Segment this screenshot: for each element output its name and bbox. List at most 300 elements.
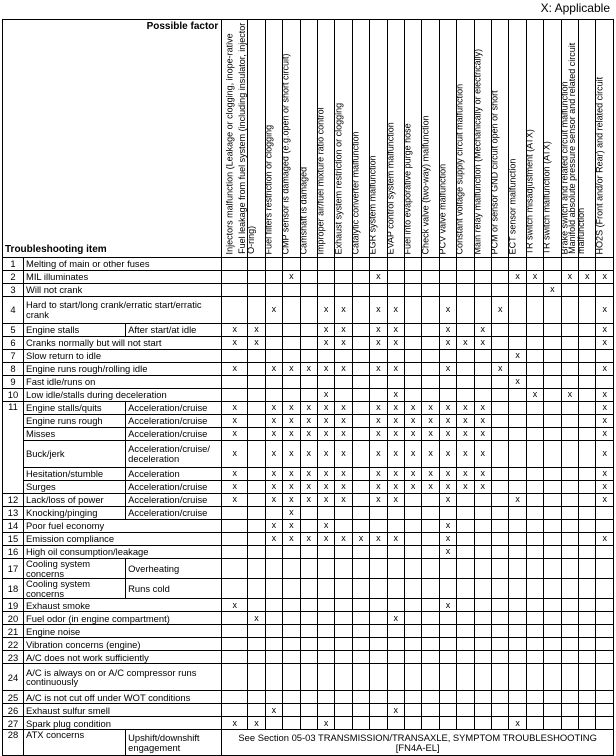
factor-cell bbox=[492, 599, 509, 612]
condition-label: Acceleration bbox=[126, 468, 222, 481]
factor-cell bbox=[579, 651, 596, 664]
applicable-mark: x bbox=[283, 481, 300, 494]
factor-cell bbox=[492, 376, 509, 389]
factor-cell bbox=[492, 389, 509, 402]
factor-cell bbox=[579, 494, 596, 507]
factor-cell bbox=[222, 507, 248, 520]
factor-cell bbox=[457, 533, 474, 546]
factor-cell bbox=[335, 691, 352, 704]
applicable-mark: x bbox=[283, 441, 300, 468]
applicable-mark: x bbox=[544, 284, 561, 297]
factor-cell bbox=[387, 599, 404, 612]
applicable-mark: x bbox=[283, 428, 300, 441]
factor-cell bbox=[474, 258, 491, 271]
factor-label: Fuel leakage from fuel system (including insulator, injector O-ring) bbox=[236, 22, 257, 254]
factor-cell bbox=[387, 638, 404, 651]
factor-cell bbox=[317, 284, 334, 297]
factor-cell bbox=[561, 691, 578, 704]
factor-cell bbox=[457, 507, 474, 520]
item-label: Melting of main or other fuses bbox=[24, 258, 222, 271]
factor-cell bbox=[422, 376, 439, 389]
factor-cell bbox=[300, 691, 317, 704]
table-row bbox=[3, 599, 614, 612]
factor-cell bbox=[265, 612, 282, 625]
factor-cell bbox=[579, 415, 596, 428]
applicable-mark: x bbox=[370, 402, 387, 415]
factor-cell bbox=[222, 559, 248, 579]
factor-cell bbox=[509, 415, 526, 428]
factor-cell bbox=[283, 297, 300, 324]
factor-cell bbox=[596, 546, 614, 559]
applicable-mark: x bbox=[474, 402, 491, 415]
factor-cell bbox=[457, 297, 474, 324]
factor-cell bbox=[283, 546, 300, 559]
factor-header bbox=[280, 20, 300, 258]
factor-cell bbox=[422, 717, 439, 730]
applicable-mark: x bbox=[300, 363, 317, 376]
factor-cell bbox=[509, 691, 526, 704]
factor-cell bbox=[457, 559, 474, 579]
factor-cell bbox=[526, 363, 543, 376]
factor-cell bbox=[526, 559, 543, 579]
applicable-mark: x bbox=[596, 402, 614, 415]
factor-cell bbox=[387, 258, 404, 271]
item-label: Cooling system concerns bbox=[24, 579, 126, 599]
factor-cell bbox=[352, 638, 369, 651]
applicable-mark: x bbox=[439, 324, 456, 337]
factor-cell bbox=[222, 258, 248, 271]
factor-cell bbox=[526, 481, 543, 494]
factor-cell bbox=[265, 507, 282, 520]
condition-label: Acceleration/cruise bbox=[126, 428, 222, 441]
factor-cell bbox=[544, 651, 561, 664]
factor-cell bbox=[579, 507, 596, 520]
factor-cell bbox=[439, 559, 456, 579]
factor-cell bbox=[422, 363, 439, 376]
row-number: 2 bbox=[3, 271, 24, 284]
factor-cell bbox=[300, 546, 317, 559]
factor-cell bbox=[370, 376, 387, 389]
factor-cell bbox=[317, 704, 334, 717]
applicable-mark: x bbox=[283, 507, 300, 520]
applicable-mark: x bbox=[222, 337, 248, 350]
factor-cell bbox=[492, 441, 509, 468]
item-label: Engine runs rough bbox=[24, 415, 126, 428]
factor-cell bbox=[300, 337, 317, 350]
factor-cell bbox=[283, 664, 300, 691]
applicable-mark: x bbox=[335, 441, 352, 468]
factor-cell bbox=[352, 350, 369, 363]
item-label: A/C is always on or A/C compressor runs continuously bbox=[24, 664, 222, 691]
factor-cell bbox=[422, 664, 439, 691]
applicable-mark: x bbox=[387, 297, 404, 324]
factor-cell bbox=[404, 376, 421, 389]
factor-cell bbox=[335, 350, 352, 363]
factor-cell bbox=[300, 258, 317, 271]
factor-cell bbox=[561, 704, 578, 717]
table-row bbox=[3, 284, 614, 297]
applicable-mark: x bbox=[300, 468, 317, 481]
factor-cell bbox=[526, 612, 543, 625]
applicable-mark: x bbox=[265, 494, 282, 507]
factor-cell bbox=[283, 651, 300, 664]
factor-cell bbox=[422, 297, 439, 324]
row-number: 12 bbox=[3, 494, 24, 507]
factor-label: Fuel into evaporative purge hose bbox=[402, 122, 413, 254]
applicable-mark: x bbox=[370, 533, 387, 546]
applicable-mark: x bbox=[387, 481, 404, 494]
factor-cell bbox=[300, 579, 317, 599]
factor-cell bbox=[474, 389, 491, 402]
item-label: Lack/loss of power bbox=[24, 494, 126, 507]
applicable-mark: x bbox=[387, 389, 404, 402]
factor-cell bbox=[596, 376, 614, 389]
factor-cell bbox=[222, 651, 248, 664]
factor-label: TR switch misadjustment (ATX) bbox=[524, 128, 535, 254]
factor-cell bbox=[457, 691, 474, 704]
row-number: 7 bbox=[3, 350, 24, 363]
item-label: MIL illuminates bbox=[24, 271, 222, 284]
item-label: High oil consumption/leakage bbox=[24, 546, 222, 559]
factor-cell bbox=[509, 363, 526, 376]
factor-cell bbox=[579, 428, 596, 441]
factor-cell bbox=[439, 284, 456, 297]
factor-cell bbox=[422, 651, 439, 664]
factor-cell bbox=[265, 691, 282, 704]
factor-cell bbox=[352, 520, 369, 533]
factor-cell bbox=[509, 324, 526, 337]
applicable-mark: x bbox=[370, 324, 387, 337]
factor-cell bbox=[317, 579, 334, 599]
factor-cell bbox=[248, 533, 265, 546]
applicable-mark: x bbox=[222, 468, 248, 481]
applicable-mark: x bbox=[222, 494, 248, 507]
factor-cell bbox=[579, 599, 596, 612]
factor-cell bbox=[492, 651, 509, 664]
factor-cell bbox=[509, 546, 526, 559]
factor-cell bbox=[352, 271, 369, 284]
applicable-mark: x bbox=[596, 441, 614, 468]
row-number: 9 bbox=[3, 376, 24, 389]
applicable-mark: x bbox=[422, 468, 439, 481]
see-section-note: See Section 05-03 TRANSMISSION/TRANSAXLE, SYMPTOM TROUBLESHOOTING [FN4A-EL] bbox=[222, 730, 614, 756]
factor-cell bbox=[335, 389, 352, 402]
factor-cell bbox=[265, 258, 282, 271]
factor-cell bbox=[422, 271, 439, 284]
applicable-mark: x bbox=[439, 494, 456, 507]
factor-cell bbox=[561, 297, 578, 324]
factor-cell bbox=[561, 520, 578, 533]
factor-cell bbox=[457, 717, 474, 730]
factor-cell bbox=[387, 350, 404, 363]
factor-cell bbox=[526, 324, 543, 337]
applicable-mark: x bbox=[439, 481, 456, 494]
factor-cell bbox=[300, 376, 317, 389]
factor-cell bbox=[317, 559, 334, 579]
factor-cell bbox=[474, 271, 491, 284]
factor-cell bbox=[561, 638, 578, 651]
applicable-mark: x bbox=[283, 271, 300, 284]
applicable-mark: x bbox=[561, 389, 578, 402]
table-row bbox=[3, 350, 614, 363]
factor-cell bbox=[370, 559, 387, 579]
table-row bbox=[3, 297, 614, 324]
applicable-mark: x bbox=[579, 271, 596, 284]
factor-cell bbox=[265, 284, 282, 297]
factor-cell bbox=[283, 324, 300, 337]
applicable-mark: x bbox=[596, 481, 614, 494]
factor-cell bbox=[370, 258, 387, 271]
factor-cell bbox=[457, 664, 474, 691]
factor-cell bbox=[404, 350, 421, 363]
factor-cell bbox=[352, 337, 369, 350]
factor-cell bbox=[404, 651, 421, 664]
factor-cell bbox=[561, 494, 578, 507]
factor-cell bbox=[387, 691, 404, 704]
applicable-mark: x bbox=[265, 704, 282, 717]
factor-cell bbox=[404, 599, 421, 612]
applicable-mark: x bbox=[492, 297, 509, 324]
factor-cell bbox=[474, 533, 491, 546]
factor-cell bbox=[370, 625, 387, 638]
item-label: A/C does not work sufficiently bbox=[24, 651, 222, 664]
factor-cell bbox=[300, 599, 317, 612]
item-label: Engine stalls bbox=[24, 324, 126, 337]
applicable-mark: x bbox=[265, 441, 282, 468]
factor-cell bbox=[457, 494, 474, 507]
factor-cell bbox=[439, 691, 456, 704]
factor-cell bbox=[265, 717, 282, 730]
factor-cell bbox=[335, 546, 352, 559]
row-number: 11 bbox=[3, 402, 24, 494]
applicable-mark: x bbox=[300, 428, 317, 441]
applicable-mark: x bbox=[335, 363, 352, 376]
factor-cell bbox=[457, 389, 474, 402]
applicable-mark: x bbox=[596, 533, 614, 546]
factor-cell bbox=[596, 704, 614, 717]
row-number: 25 bbox=[3, 691, 24, 704]
factor-cell bbox=[283, 599, 300, 612]
factor-cell bbox=[404, 559, 421, 579]
factor-cell bbox=[352, 415, 369, 428]
factor-cell bbox=[579, 520, 596, 533]
applicable-mark: x bbox=[265, 520, 282, 533]
factor-cell bbox=[370, 579, 387, 599]
factor-cell bbox=[370, 704, 387, 717]
applicable-mark: x bbox=[439, 363, 456, 376]
factor-cell bbox=[352, 579, 369, 599]
applicable-mark: x bbox=[283, 415, 300, 428]
factor-cell bbox=[300, 507, 317, 520]
factor-cell bbox=[509, 559, 526, 579]
factor-cell bbox=[387, 559, 404, 579]
factor-cell bbox=[561, 599, 578, 612]
row-number: 18 bbox=[3, 579, 24, 599]
factor-cell bbox=[283, 389, 300, 402]
table-row bbox=[3, 258, 614, 271]
item-label: Knocking/pinging bbox=[24, 507, 126, 520]
applicable-mark: x bbox=[457, 468, 474, 481]
factor-cell bbox=[248, 559, 265, 579]
table-row bbox=[3, 579, 614, 599]
factor-cell bbox=[474, 664, 491, 691]
factor-cell bbox=[492, 481, 509, 494]
factor-cell bbox=[370, 664, 387, 691]
applicable-mark: x bbox=[317, 428, 334, 441]
item-label: Low idle/stalls during deceleration bbox=[24, 389, 222, 402]
factor-cell bbox=[335, 520, 352, 533]
factor-cell bbox=[300, 520, 317, 533]
factor-cell bbox=[370, 691, 387, 704]
factor-cell bbox=[474, 559, 491, 579]
factor-cell bbox=[370, 350, 387, 363]
factor-cell bbox=[222, 284, 248, 297]
factor-cell bbox=[561, 481, 578, 494]
item-label: Fast idle/runs on bbox=[24, 376, 222, 389]
table-row bbox=[3, 468, 614, 481]
applicable-mark: x bbox=[300, 481, 317, 494]
factor-cell bbox=[283, 625, 300, 638]
applicable-mark: x bbox=[387, 324, 404, 337]
factor-cell bbox=[352, 376, 369, 389]
factor-cell bbox=[544, 664, 561, 691]
applicable-mark: x bbox=[439, 337, 456, 350]
applicable-mark: x bbox=[317, 468, 334, 481]
condition-label: Acceleration/cruise bbox=[126, 481, 222, 494]
factor-cell bbox=[352, 559, 369, 579]
applicable-mark: x bbox=[222, 717, 248, 730]
factor-cell bbox=[526, 428, 543, 441]
factor-cell bbox=[248, 651, 265, 664]
factor-cell bbox=[352, 691, 369, 704]
factor-cell bbox=[561, 625, 578, 638]
factor-label: CMP sensor is damaged (e.g.open or short circuit) bbox=[280, 53, 291, 254]
row-number: 14 bbox=[3, 520, 24, 533]
table-row bbox=[3, 376, 614, 389]
factor-cell bbox=[457, 324, 474, 337]
factor-cell bbox=[439, 625, 456, 638]
factor-cell bbox=[248, 363, 265, 376]
factor-cell bbox=[387, 376, 404, 389]
applicable-mark: x bbox=[457, 415, 474, 428]
row-number: 19 bbox=[3, 599, 24, 612]
applicable-mark: x bbox=[265, 402, 282, 415]
factor-cell bbox=[352, 717, 369, 730]
factor-cell bbox=[422, 625, 439, 638]
applicable-mark: x bbox=[457, 337, 474, 350]
factor-cell bbox=[300, 350, 317, 363]
factor-header bbox=[367, 20, 387, 258]
factor-cell bbox=[222, 350, 248, 363]
factor-cell bbox=[544, 389, 561, 402]
factor-cell bbox=[457, 271, 474, 284]
table-row bbox=[3, 494, 614, 507]
factor-label: EVAP control system malfunction bbox=[385, 121, 396, 254]
applicable-mark: x bbox=[404, 402, 421, 415]
applicable-mark: x bbox=[561, 271, 578, 284]
applicable-mark: x bbox=[387, 494, 404, 507]
troubleshooting-item-label: Troubleshooting item bbox=[5, 243, 107, 255]
factor-cell bbox=[561, 533, 578, 546]
factor-cell bbox=[509, 389, 526, 402]
factor-cell bbox=[509, 638, 526, 651]
factor-cell bbox=[422, 599, 439, 612]
factor-cell bbox=[222, 389, 248, 402]
factor-cell bbox=[509, 651, 526, 664]
factor-cell bbox=[526, 533, 543, 546]
factor-cell bbox=[544, 494, 561, 507]
factor-cell bbox=[335, 625, 352, 638]
factor-label: Improper air/fuel mixture ratio control bbox=[315, 106, 326, 254]
factor-cell bbox=[248, 258, 265, 271]
factor-cell bbox=[492, 415, 509, 428]
table-row bbox=[3, 664, 614, 691]
applicable-mark: x bbox=[474, 468, 491, 481]
factor-cell bbox=[248, 376, 265, 389]
factor-cell bbox=[509, 533, 526, 546]
factor-cell bbox=[335, 638, 352, 651]
factor-label: HO2S (Front and/or Rear) and related circuit bbox=[594, 76, 605, 254]
applicable-mark: x bbox=[387, 337, 404, 350]
factor-cell bbox=[439, 350, 456, 363]
factor-cell bbox=[248, 441, 265, 468]
factor-cell bbox=[387, 546, 404, 559]
factor-cell bbox=[283, 638, 300, 651]
factor-cell bbox=[317, 258, 334, 271]
factor-cell bbox=[222, 691, 248, 704]
factor-cell bbox=[579, 717, 596, 730]
factor-cell bbox=[422, 579, 439, 599]
factor-cell bbox=[561, 363, 578, 376]
factor-cell bbox=[579, 350, 596, 363]
applicable-mark: x bbox=[439, 533, 456, 546]
item-label: Vibration concerns (engine) bbox=[24, 638, 222, 651]
factor-cell bbox=[544, 441, 561, 468]
factor-cell bbox=[370, 520, 387, 533]
factor-cell bbox=[283, 284, 300, 297]
factor-cell bbox=[439, 376, 456, 389]
applicable-mark: x bbox=[370, 441, 387, 468]
factor-cell bbox=[352, 297, 369, 324]
factor-cell bbox=[544, 402, 561, 415]
applicable-mark: x bbox=[509, 271, 526, 284]
factor-cell bbox=[387, 507, 404, 520]
factor-cell bbox=[422, 704, 439, 717]
row-number: 8 bbox=[3, 363, 24, 376]
factor-cell bbox=[283, 376, 300, 389]
factor-cell bbox=[457, 546, 474, 559]
factor-cell bbox=[492, 337, 509, 350]
applicable-mark: x bbox=[335, 337, 352, 350]
factor-cell bbox=[222, 625, 248, 638]
factor-cell bbox=[422, 389, 439, 402]
factor-cell bbox=[492, 520, 509, 533]
factor-cell bbox=[404, 704, 421, 717]
applicable-mark: x bbox=[596, 415, 614, 428]
factor-cell bbox=[526, 258, 543, 271]
factor-cell bbox=[283, 559, 300, 579]
factor-cell bbox=[283, 579, 300, 599]
factor-cell bbox=[370, 612, 387, 625]
applicable-mark: x bbox=[317, 297, 334, 324]
factor-cell bbox=[248, 625, 265, 638]
condition-label: Runs cold bbox=[126, 579, 222, 599]
factor-cell bbox=[526, 376, 543, 389]
factor-cell bbox=[265, 638, 282, 651]
factor-cell bbox=[439, 258, 456, 271]
factor-cell bbox=[474, 717, 491, 730]
factor-cell bbox=[561, 337, 578, 350]
